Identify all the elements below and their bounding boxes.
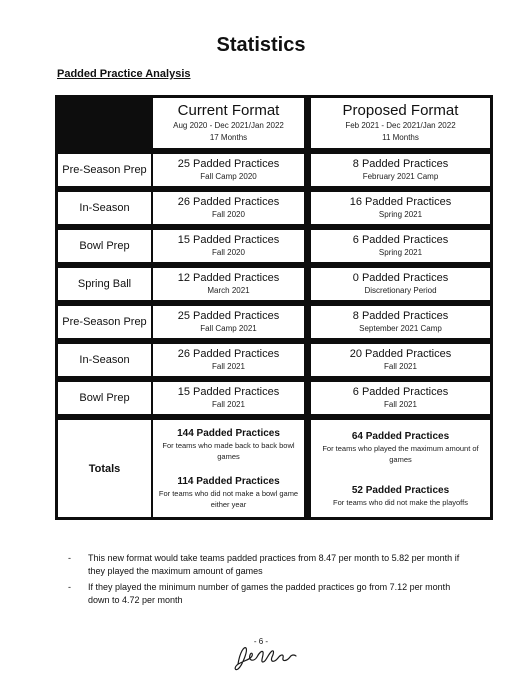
current-format-cell xyxy=(153,230,304,262)
current-count: 26 Padded Practices xyxy=(177,348,280,360)
totals-current-min-note: For teams who did not make a bowl game either year xyxy=(158,489,299,510)
bullet-marker: - xyxy=(68,553,71,563)
proposed-note: Discretionary Period xyxy=(364,286,437,295)
bullet-text: If they played the minimum number of games the padded practices go from 7.12 per month down to 4.72 per month xyxy=(88,582,451,605)
list-item xyxy=(68,581,468,607)
proposed-note: Spring 2021 xyxy=(378,210,423,219)
current-format-cell xyxy=(153,268,304,300)
totals-proposed-min xyxy=(329,484,472,508)
proposed-count: 16 Padded Practices xyxy=(349,196,452,208)
totals-current-min xyxy=(153,475,304,510)
current-count: 25 Padded Practices xyxy=(177,158,280,170)
header-current-duration: 17 Months xyxy=(209,133,248,142)
header-proposed xyxy=(311,98,490,148)
page-title: Statistics xyxy=(216,34,306,56)
current-count: 15 Padded Practices xyxy=(177,386,280,398)
header-proposed-range: Feb 2021 - Dec 2021/Jan 2022 xyxy=(345,121,456,130)
current-count: 15 Padded Practices xyxy=(177,234,280,246)
totals-proposed-max-count: 64 Padded Practices xyxy=(351,430,450,442)
proposed-format-cell xyxy=(311,230,490,262)
current-count: 26 Padded Practices xyxy=(177,196,280,208)
proposed-format-cell xyxy=(311,268,490,300)
totals-current-max-note: For teams who made back to back bowl games xyxy=(162,440,295,461)
totals-proposed-max xyxy=(311,430,490,465)
current-note: Fall Camp 2021 xyxy=(200,324,257,333)
proposed-count: 0 Padded Practices xyxy=(352,272,449,284)
row-label: Pre-Season Prep xyxy=(62,316,147,328)
row-label: Pre-Season Prep xyxy=(62,164,147,176)
row-label: In-Season xyxy=(79,202,130,214)
header-proposed-duration: 11 Months xyxy=(382,133,419,142)
current-format-cell xyxy=(153,154,304,186)
proposed-note: February 2021 Camp xyxy=(362,172,439,181)
bullet-marker: - xyxy=(68,582,71,592)
current-note: Fall 2020 xyxy=(212,248,245,257)
totals-current-max-count: 144 Padded Practices xyxy=(177,427,280,439)
proposed-count: 20 Padded Practices xyxy=(349,348,452,360)
header-current-range: Aug 2020 - Dec 2021/Jan 2022 xyxy=(173,121,284,130)
proposed-format-cell xyxy=(311,306,490,338)
totals-proposed-cell xyxy=(311,420,490,517)
current-count: 12 Padded Practices xyxy=(177,272,280,284)
proposed-count: 6 Padded Practices xyxy=(352,386,449,398)
totals-proposed-min-note: For teams who did not make the playoffs xyxy=(333,497,468,507)
proposed-note: Fall 2021 xyxy=(384,400,417,409)
current-format-cell xyxy=(153,382,304,414)
current-format-cell xyxy=(153,306,304,338)
current-format-cell xyxy=(153,192,304,224)
header-current xyxy=(153,98,304,148)
totals-proposed-max-note: For teams who played the maximum amount of games xyxy=(322,443,479,464)
findings-list xyxy=(68,552,468,610)
table-corner xyxy=(55,95,151,151)
header-current-title: Current Format xyxy=(177,102,280,119)
current-note: March 2021 xyxy=(207,286,250,295)
current-note: Fall 2021 xyxy=(212,362,245,371)
row-label-cell xyxy=(58,192,151,224)
proposed-note: Spring 2021 xyxy=(378,248,423,257)
current-note: Fall 2021 xyxy=(212,400,245,409)
totals-label-cell xyxy=(58,420,151,517)
proposed-format-cell xyxy=(311,154,490,186)
bullet-text: This new format would take teams padded practices from 8.47 per month to 5.82 per month if they played the maximum amount of games xyxy=(88,553,460,576)
page-number: - 6 - xyxy=(253,637,269,646)
signature-image xyxy=(230,642,300,672)
totals-current-max xyxy=(153,427,304,462)
current-format-cell xyxy=(153,344,304,376)
row-label-cell xyxy=(58,268,151,300)
totals-proposed-min-count: 52 Padded Practices xyxy=(351,484,450,496)
totals-label: Totals xyxy=(88,462,121,475)
row-label: In-Season xyxy=(79,354,130,366)
proposed-format-cell xyxy=(311,344,490,376)
totals-current-cell xyxy=(153,420,304,517)
proposed-count: 8 Padded Practices xyxy=(352,310,449,322)
proposed-note: September 2021 Camp xyxy=(359,324,442,333)
proposed-format-cell xyxy=(311,382,490,414)
current-count: 25 Padded Practices xyxy=(177,310,280,322)
row-label: Spring Ball xyxy=(77,278,132,290)
section-heading: Padded Practice Analysis xyxy=(57,68,191,80)
proposed-format-cell xyxy=(311,192,490,224)
row-label: Bowl Prep xyxy=(79,392,130,404)
row-label-cell xyxy=(58,154,151,186)
totals-current-min-count: 114 Padded Practices xyxy=(177,476,280,488)
row-label-cell xyxy=(58,344,151,376)
row-label-cell xyxy=(58,382,151,414)
row-label-cell xyxy=(58,230,151,262)
proposed-count: 8 Padded Practices xyxy=(352,158,449,170)
row-label: Bowl Prep xyxy=(79,240,130,252)
row-label-cell xyxy=(58,306,151,338)
practice-table xyxy=(55,95,493,520)
proposed-note: Fall 2021 xyxy=(384,362,417,371)
proposed-count: 6 Padded Practices xyxy=(352,234,449,246)
current-note: Fall 2020 xyxy=(212,210,245,219)
current-note: Fall Camp 2020 xyxy=(200,172,257,181)
list-item xyxy=(68,552,468,578)
header-proposed-title: Proposed Format xyxy=(342,102,459,119)
